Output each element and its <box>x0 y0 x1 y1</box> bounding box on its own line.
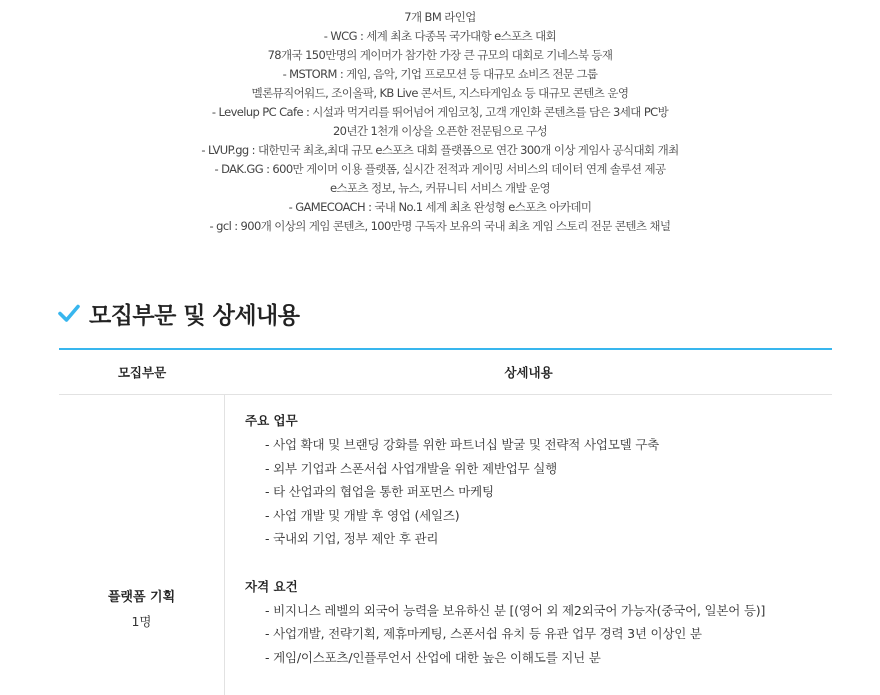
company-intro <box>0 8 880 236</box>
intro-line: - MSTORM : 게임, 음악, 기업 프로모션 등 대규모 쇼비즈 전문 그룹 <box>282 67 598 81</box>
duty-item: - 사업 개발 및 개발 후 영업 (세일즈) <box>265 507 460 523</box>
duty-item: - 외부 기업과 스폰서쉽 사업개발을 위한 제반업무 실행 <box>265 460 557 476</box>
recruitment-table <box>59 348 832 695</box>
table-header <box>59 350 832 395</box>
requirement-item: - 비지니스 레벨의 외국어 능력을 보유하신 분 [(영어 외 제2외국어 가능자(중국어, 일본어 등)] <box>265 602 766 618</box>
check-icon <box>57 301 81 325</box>
dept-count: 1명 <box>131 614 152 629</box>
section-title: 모집부문 및 상세내용 <box>89 302 300 329</box>
section-heading <box>57 293 299 333</box>
duty-item: - 사업 확대 및 브랜딩 강화를 위한 파트너십 발굴 및 전략적 사업모델 구축 <box>265 437 659 452</box>
intro-line: - DAK.GG : 600만 게이머 이용 플랫폼, 실시간 전적과 게이밍 서비스의 데이터 연계 솔루션 제공 <box>214 162 666 176</box>
dept-name: 플랫폼 기획 <box>107 590 176 605</box>
intro-line: - LVUP.gg : 대한민국 최초,최대 규모 e스포츠 대회 플랫폼으로 연간 300개 이상 게임사 공식대회 개최 <box>201 143 679 157</box>
intro-line: - WCG : 세계 최초 다종목 국가대항 e스포츠 대회 <box>323 29 557 43</box>
header-detail: 상세내용 <box>504 365 553 380</box>
duty-item: - 국내외 기업, 정부 제안 후 관리 <box>265 531 439 546</box>
table-row <box>59 395 832 695</box>
requirement-item: - 게임/이스포츠/인플루언서 산업에 대한 높은 이해도를 지닌 분 <box>265 649 601 665</box>
dept-cell <box>59 395 225 695</box>
intro-line: 7개 BM 라인업 <box>404 10 476 24</box>
header-dept: 모집부문 <box>117 365 167 380</box>
requirement-item: - 사업개발, 전략기획, 제휴마케팅, 스폰서쉽 유치 등 유관 업무 경력 3년 이상인 분 <box>265 626 702 641</box>
detail-cell <box>225 395 832 695</box>
duty-item: - 타 산업과의 협업을 통한 퍼포먼스 마케팅 <box>265 484 494 499</box>
spacer <box>245 551 832 575</box>
intro-line: 20년간 1천개 이상을 오픈한 전문팀으로 구성 <box>332 124 548 138</box>
requirements-title: 자격 요건 <box>245 578 298 594</box>
intro-line: 멜론뮤직어워드, 조이올팍, KB Live 콘서트, 지스타게임쇼 등 대규모 콘텐츠 운영 <box>251 86 629 100</box>
intro-line: 78개국 150만명의 게이머가 참가한 가장 큰 규모의 대회로 기네스북 등재 <box>267 48 613 62</box>
intro-line: - Levelup PC Cafe : 시설과 먹거리를 뛰어넘어 게임코칭, 고객 개인화 콘텐츠를 담은 3세대 PC방 <box>211 105 669 119</box>
intro-line: - GAMECOACH : 국내 No.1 세계 최초 완성형 e스포츠 아카데미 <box>288 200 592 214</box>
intro-line: - gcl : 900개 이상의 게임 콘텐츠, 100만명 구독자 보유의 국내 최초 게임 스토리 전문 콘텐츠 채널 <box>209 219 671 233</box>
intro-line: e스포츠 정보, 뉴스, 커뮤니티 서비스 개발 운영 <box>329 181 551 195</box>
duties-title: 주요 업무 <box>245 413 298 428</box>
